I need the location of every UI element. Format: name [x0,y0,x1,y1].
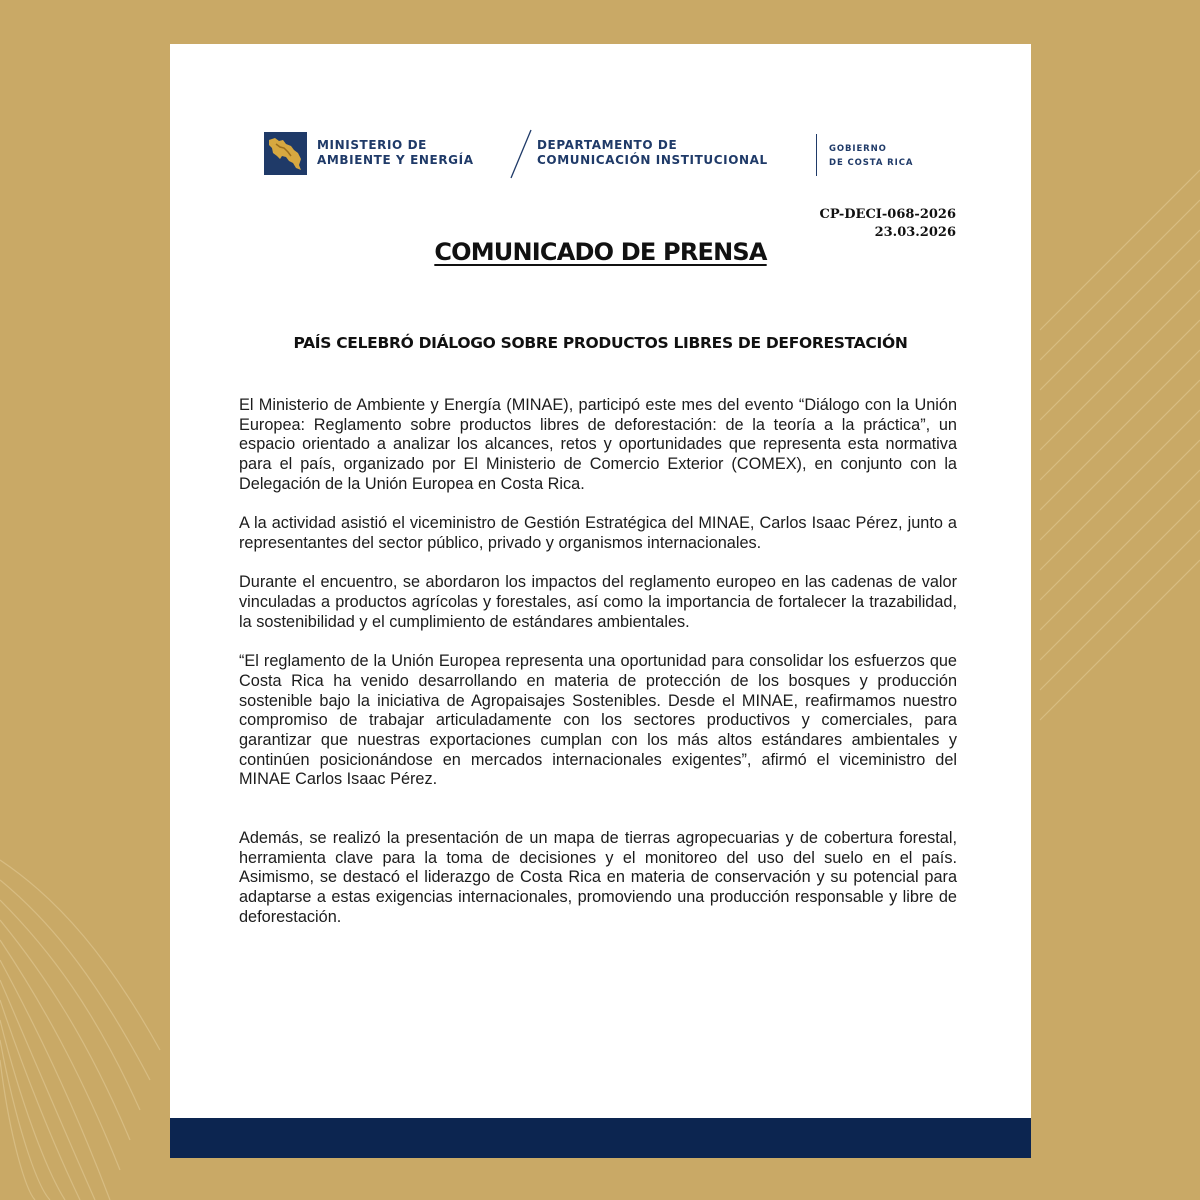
department-name-line1: DEPARTAMENTO DE [537,138,678,152]
department-name [537,138,768,168]
body-text [239,396,957,947]
paragraph: El Ministerio de Ambiente y Energía (MINAE), participó este mes del evento “Diálogo con la Unión Europea: Reglamento sobre productos libres de deforestación: de la teoría a la práctica”, un espacio orientado a analizar los alcances, retos y oportunidades que representa esta normativa para el país, organizado por El Ministerio de Comercio Exterior (COMEX), en conjunto con la Delegación de la Unión Europea en Costa Rica. [239,396,957,493]
government-name-line2: DE COSTA RICA [829,158,914,168]
page-title: COMUNICADO DE PRENSA [434,238,767,266]
document-reference [819,206,956,242]
paragraph: Durante el encuentro, se abordaron los impactos del reglamento europeo en las cadenas de valor vinculadas a productos agrícolas y forestales, así como la importancia de fortalecer la trazabilidad, la sostenibilidad y el cumplimiento de estándares ambientales. [239,573,957,631]
government-name [829,142,913,170]
paragraph: A la actividad asistió el viceministro de Gestión Estratégica del MINAE, Carlos Isaac Pérez, junto a representantes del sector público, privado y organismos internacionales. [239,514,957,552]
institutional-header [264,132,944,184]
paragraph: Además, se realizó la presentación de un mapa de tierras agropecuarias y de cobertura forestal, herramienta clave para la toma de decisiones y el monitoreo del uso del suelo en el país. Asimismo, se destacó el liderazgo de Costa Rica en materia de conservación y su potencial para adaptarse a estas exigencias internacionales, promoviendo una producción responsable y libre de deforestación. [239,829,957,926]
ministry-name [317,138,474,168]
government-name-line1: GOBIERNO [829,144,887,154]
department-name-line2: COMUNICACIÓN INSTITUCIONAL [537,153,768,167]
paragraph-quote: “El reglamento de la Unión Europea representa una oportunidad para consolidar los esfuerzos que Costa Rica ha venido desarrollando en materia de protección de los bosques y producción sostenible bajo la iniciativa de Agropaisajes Sostenibles. Desde el MINAE, reafirmamos nuestro compromiso de trabajar articuladamente con los sectores productivos y comerciales, para garantizar que nuestras exportaciones cumplan con los más altos estándares ambientales y continúen posicionándose en mercados internacionales exigentes”, afirmó el viceministro del MINAE Carlos Isaac Pérez. [239,652,957,789]
divider-slash-icon [509,128,533,180]
footer-bar [170,1118,1031,1158]
ministry-name-line1: MINISTERIO DE [317,138,427,152]
costa-rica-map-icon [264,132,307,175]
reference-code: CP-DECI-068-2026 [819,207,956,222]
header-divider [816,134,817,176]
reference-date: 23.03.2026 [874,225,956,240]
headline: PAÍS CELEBRÓ DIÁLOGO SOBRE PRODUCTOS LIBRES DE DEFORESTACIÓN [293,334,908,352]
ministry-name-line2: AMBIENTE Y ENERGÍA [317,153,474,167]
press-release-page [170,44,1031,1158]
